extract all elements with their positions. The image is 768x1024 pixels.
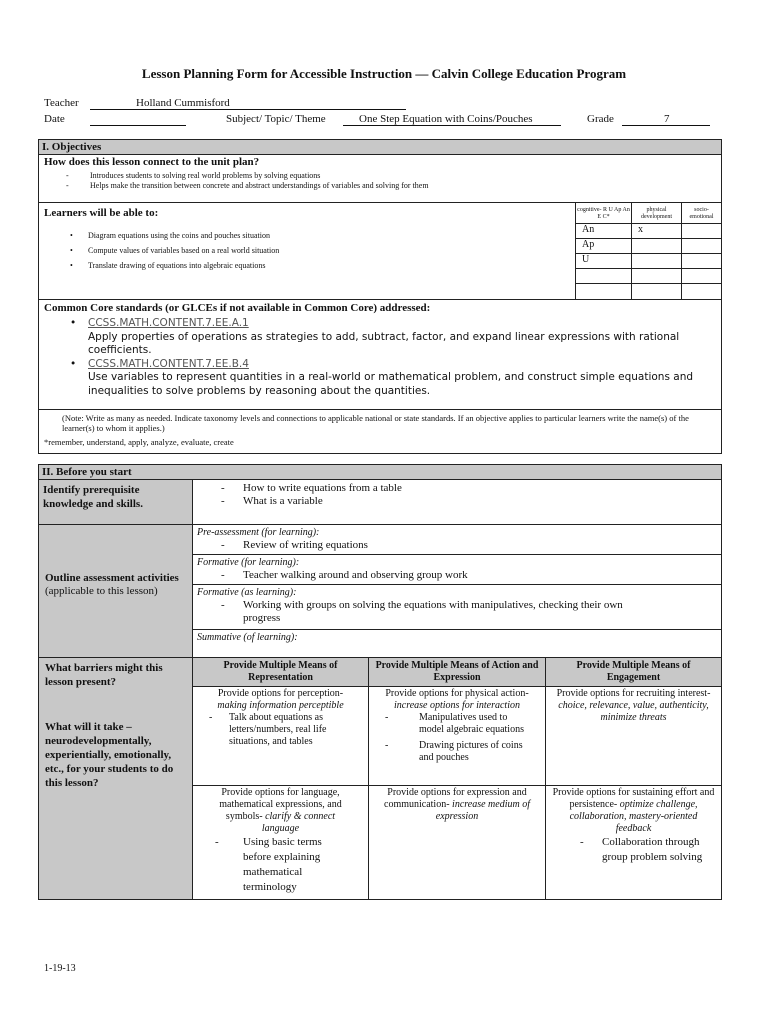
assessment-sublabel: (applicable to this lesson) xyxy=(45,585,158,597)
standard-code-link[interactable]: • CCSS.MATH.CONTENT.7.EE.B.4 xyxy=(88,357,249,370)
grid-cell[interactable] xyxy=(631,238,682,254)
udl-rep-perception-cell[interactable] xyxy=(192,686,369,786)
udl-action-physical-lead: Provide options for physical action- xyxy=(385,688,529,699)
grid-cell[interactable]: Ap xyxy=(575,238,632,254)
unit-plan-item: - Introduces students to solving real world problems by solving equations xyxy=(60,171,700,181)
learner-item: • Translate drawing of equations into algebraic equations xyxy=(66,261,566,271)
grade-value: 7 xyxy=(664,113,670,125)
grid-cell[interactable]: x xyxy=(631,223,682,239)
barriers-question-detail: What will it take – neurodevelopmentally, experientially, emotionally, etc., for your students to do this lesson? xyxy=(45,721,174,789)
unit-plan-item: - Helps make the transition between concrete and abstract understandings of variables and solving for them xyxy=(60,181,700,191)
grid-cell[interactable] xyxy=(631,283,682,300)
udl-engage-effort-lead: Provide options for sustaining effort and persistence- xyxy=(552,787,715,810)
prereq-item: - What is a variable xyxy=(215,495,721,508)
grid-cell[interactable] xyxy=(575,283,632,300)
udl-action-expression-lead: Provide options for expression and communication- xyxy=(384,787,527,810)
udl-rep-language-lead: Provide options for language, mathematical expressions, and symbols- xyxy=(219,787,342,822)
assessment-label: Outline assessment activities xyxy=(45,572,179,584)
standard-code-link[interactable]: • CCSS.MATH.CONTENT.7.EE.A.1 xyxy=(88,317,249,329)
prereq-item: - How to write equations from a table xyxy=(215,482,721,495)
prereq-label-cell xyxy=(38,479,193,525)
date-field[interactable] xyxy=(90,113,186,126)
divider xyxy=(38,299,722,300)
grid-cell[interactable] xyxy=(631,253,682,269)
subject-label: Subject/ Topic/ Theme xyxy=(226,113,326,125)
grid-cell[interactable] xyxy=(681,223,722,239)
udl-engage-effort-item: - Collaboration through group problem solving xyxy=(574,835,715,865)
udl-engage-interest-lead: Provide options for recruiting interest- xyxy=(556,688,711,699)
learners-heading: Learners will be able to: xyxy=(44,207,159,219)
footer-date: 1-19-13 xyxy=(44,963,76,974)
grade-field[interactable] xyxy=(622,113,710,126)
grid-cell[interactable]: An xyxy=(575,223,632,239)
udl-header-engagement: Provide Multiple Means of Engagement xyxy=(545,657,722,687)
learner-item: • Diagram equations using the coins and pouches situation xyxy=(66,231,566,241)
udl-rep-language-italic: clarify & connect language xyxy=(261,811,336,834)
teacher-field[interactable] xyxy=(90,97,406,110)
taxonomy-grid xyxy=(575,202,722,300)
before-section-title: II. Before you start xyxy=(42,466,132,478)
formative-for-label: Formative (for learning): xyxy=(197,557,300,568)
page-title: Lesson Planning Form for Accessible Instruction — Calvin College Education Program xyxy=(141,66,627,81)
col-header-cognitive: cognitive- R U Ap An E C* xyxy=(575,202,632,224)
udl-action-expression-cell[interactable] xyxy=(368,785,546,900)
udl-header-representation: Provide Multiple Means of Representation xyxy=(192,657,369,687)
objectives-section-title: I. Objectives xyxy=(42,141,102,153)
date-label: Date xyxy=(44,113,65,125)
before-header-bar xyxy=(38,464,722,480)
udl-engage-interest-cell[interactable] xyxy=(545,686,722,786)
udl-action-physical-item: - Drawing pictures of coins and pouches xyxy=(379,740,529,764)
udl-engage-effort-text xyxy=(552,787,715,835)
formative-as-label: Formative (as learning): xyxy=(197,587,297,598)
standard-text: Apply properties of operations as strategies to add, subtract, factor, and expand linear expressions with rational coefficients. xyxy=(88,330,680,356)
pre-assessment-item: - Review of writing equations xyxy=(215,539,721,552)
grid-cell[interactable] xyxy=(681,253,722,269)
summative-cell[interactable] xyxy=(192,629,722,658)
udl-rep-perception-text xyxy=(197,688,364,712)
udl-rep-language-item: - Using basic terms before explaining mathematical terminology xyxy=(209,835,343,895)
pre-assessment-label: Pre-assessment (for learning): xyxy=(197,527,320,538)
unit-plan-list xyxy=(60,171,700,191)
learner-list xyxy=(66,231,566,271)
objectives-header-bar xyxy=(38,139,722,155)
udl-engage-effort-cell[interactable] xyxy=(545,785,722,900)
standards-heading: Common Core standards (or GLCEs if not available in Common Core) addressed: xyxy=(44,302,431,314)
standard-item xyxy=(66,317,716,358)
assessment-label-cell xyxy=(38,524,193,658)
udl-rep-language-text xyxy=(197,787,364,835)
grid-cell[interactable] xyxy=(681,238,722,254)
subject-value: One Step Equation with Coins/Pouches xyxy=(359,113,533,125)
teacher-value: Holland Cummisford xyxy=(136,97,230,109)
udl-action-physical-item: - Manipulatives used to model algebraic equations xyxy=(379,712,529,736)
prereq-list xyxy=(193,480,721,508)
taxonomy-footnote: *remember, understand, apply, analyze, evaluate, create xyxy=(44,437,234,447)
barriers-label-cell xyxy=(38,657,193,900)
unit-plan-question: How does this lesson connect to the unit plan? xyxy=(44,156,260,168)
standard-text: Use variables to represent quantities in a real-world or mathematical problem, and construct simple equations and inequalities to solve problems by reasoning about the quantities. xyxy=(88,371,694,397)
prereq-label: Identify prerequisite knowledge and skills. xyxy=(43,484,143,510)
summative-label: Summative (of learning): xyxy=(197,632,298,643)
formative-as-cell[interactable] xyxy=(192,584,722,630)
grid-cell[interactable]: U xyxy=(575,253,632,269)
udl-rep-perception-item: - Talk about equations as letters/numbers, real life situations, and tables xyxy=(203,712,339,748)
udl-action-physical-italic: increase options for interaction xyxy=(393,700,520,711)
subject-field[interactable] xyxy=(343,113,561,126)
learner-item: • Compute values of variables based on a real world situation xyxy=(66,246,566,256)
udl-rep-perception-lead: Provide options for perception- xyxy=(217,688,344,699)
grid-cell[interactable] xyxy=(631,268,682,284)
barriers-question: What barriers might this lesson present? xyxy=(45,662,163,688)
grid-cell[interactable] xyxy=(575,268,632,284)
udl-rep-perception-italic: making information perceptible xyxy=(217,700,344,711)
formative-as-item: - Working with groups on solving the equations with manipulatives, checking their own progress xyxy=(215,599,643,625)
standards-list xyxy=(66,317,716,398)
objectives-note: (Note: Write as many as needed. Indicate taxonomy levels and connections to applicable national or state standards. If an objective applies to particular learners write the name(s) of the learner(s) to whom it applies.) xyxy=(62,413,689,433)
col-header-physical: physical development xyxy=(631,202,682,224)
prereq-cell xyxy=(192,479,722,525)
udl-header-action: Provide Multiple Means of Action and Expression xyxy=(368,657,546,687)
standard-item xyxy=(66,358,716,399)
divider xyxy=(38,409,722,410)
udl-engage-effort-italic: optimize challenge, collaboration, mastery-oriented feedback xyxy=(569,799,698,834)
col-header-socio: socio- emotional xyxy=(681,202,722,224)
udl-engage-interest-italic: choice, relevance, value, authenticity, minimize threats xyxy=(558,700,709,723)
formative-for-cell[interactable] xyxy=(192,554,722,585)
grid-cell[interactable] xyxy=(681,268,722,284)
udl-action-expression-italic: increase medium of expression xyxy=(435,799,530,822)
pre-assessment-cell[interactable] xyxy=(192,524,722,555)
formative-for-item: - Teacher walking around and observing group work xyxy=(215,569,721,582)
udl-action-physical-cell[interactable] xyxy=(368,686,546,786)
udl-action-physical-text xyxy=(373,688,541,712)
udl-rep-language-cell[interactable] xyxy=(192,785,369,900)
teacher-label: Teacher xyxy=(44,97,79,109)
grade-label: Grade xyxy=(587,113,614,125)
assessment-label-group xyxy=(45,572,185,598)
grid-cell[interactable] xyxy=(681,283,722,300)
